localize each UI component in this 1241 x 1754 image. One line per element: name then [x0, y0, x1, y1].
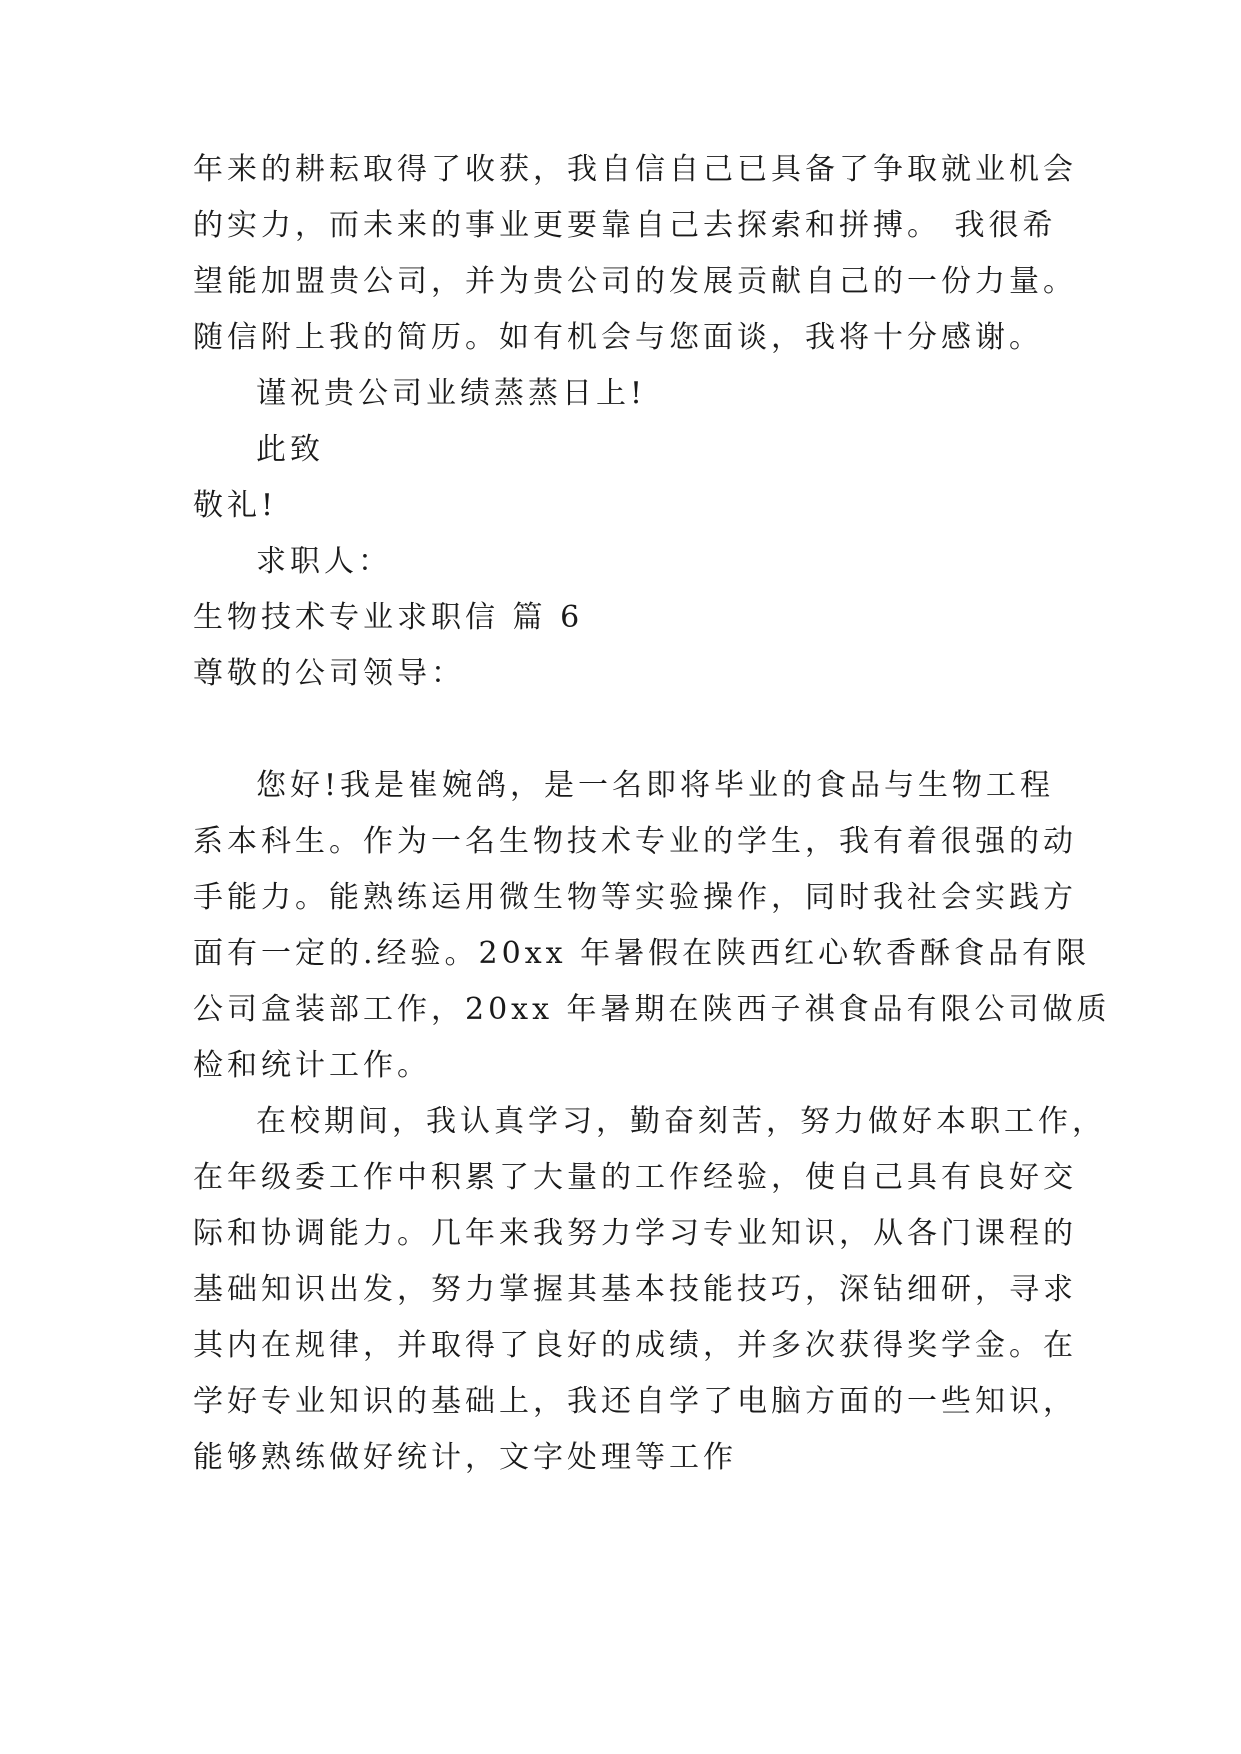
body-text-line: 能够熟练做好统计，文字处理等工作 [193, 1440, 737, 1475]
closing-regards: 敬礼! [193, 488, 278, 523]
body-text-line: 的实力，而未来的事业更要靠自己去探索和拼搏。 我很希 [193, 208, 1057, 243]
body-text-line: 其内在规律，并取得了良好的成绩，并多次获得奖学金。在 [193, 1328, 1077, 1363]
body-text-line: 面有一定的.经验。20xx 年暑假在陕西红心软香酥食品有限 [193, 936, 1091, 971]
body-text-line: 手能力。能熟练运用微生物等实验操作，同时我社会实践方 [193, 880, 1077, 915]
body-text-line: 在年级委工作中积累了大量的工作经验，使自己具有良好交 [193, 1160, 1077, 1195]
section-title: 生物技术专业求职信 篇 6 [193, 600, 584, 635]
body-text-line: 系本科生。作为一名生物技术专业的学生，我有着很强的动 [193, 824, 1077, 859]
body-text-line: 检和统计工作。 [193, 1048, 431, 1083]
greeting: 尊敬的公司领导： [193, 656, 465, 691]
body-text-line: 基础知识出发，努力掌握其基本技能技巧，深钻细研，寻求 [193, 1272, 1077, 1307]
closing-wish: 谨祝贵公司业绩蒸蒸日上! [256, 376, 647, 411]
body-text-line: 学好专业知识的基础上，我还自学了电脑方面的一些知识， [193, 1384, 1077, 1419]
closing-salutation: 此致 [256, 432, 324, 467]
body-text-line: 望能加盟贵公司，并为贵公司的发展贡献自己的一份力量。 [193, 264, 1077, 299]
body-text-line: 在校期间，我认真学习，勤奋刻苦，努力做好本职工作， [256, 1104, 1106, 1139]
body-text-line: 您好!我是崔婉鸽，是一名即将毕业的食品与生物工程 [256, 768, 1055, 803]
signature-label: 求职人： [256, 544, 392, 579]
body-text-line: 公司盒装部工作，20xx 年暑期在陕西子祺食品有限公司做质 [193, 992, 1111, 1027]
body-text-line: 年来的耕耘取得了收获，我自信自己已具备了争取就业机会 [193, 152, 1077, 187]
body-text-line: 随信附上我的简历。如有机会与您面谈，我将十分感谢。 [193, 320, 1043, 355]
body-text-line: 际和协调能力。几年来我努力学习专业知识，从各门课程的 [193, 1216, 1077, 1251]
